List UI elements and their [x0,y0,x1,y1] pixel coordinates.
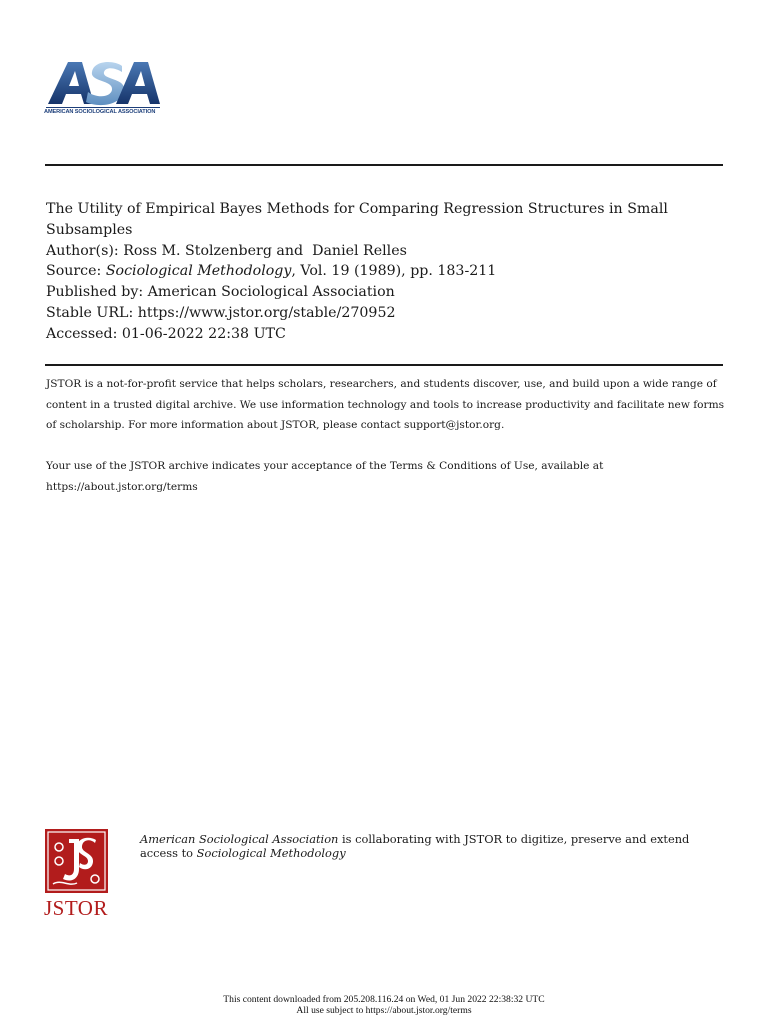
collaboration-statement [140,833,700,860]
collab-text: is collaborating with JSTOR to digitize, preserve and extend access to [140,832,690,860]
stable-url-link[interactable]: https://www.jstor.org/stable/270952 [137,304,396,321]
authors-value: Ross M. Stolzenberg and Daniel Relles [123,242,407,259]
publisher-label: Published by: [46,284,144,301]
asa-logo [44,58,164,120]
collab-organization: American Sociological Association [140,832,339,846]
authors-line [46,241,726,262]
authors-label: Author(s): [46,242,119,259]
journal-name: Sociological Methodology [105,263,292,280]
footer-download-info: This content downloaded from 205.208.116.24 on Wed, 01 Jun 2022 22:38:32 UTC [223,994,545,1005]
jstor-terms-text: Your use of the JSTOR archive indicates your acceptance of the Terms & Conditions of Use, available at https://about.jstor.org/terms [46,460,604,493]
accessed-value: 01-06-2022 22:38 UTC [121,325,286,342]
publisher-value: American Sociological Association [147,284,395,301]
accessed-line [46,324,726,345]
jstor-wordmark: JSTOR [44,896,108,920]
source-label: Source: [46,263,102,280]
footer-terms: All use subject to https://about.jstor.org/terms [296,1005,472,1016]
stable-url-line [46,303,726,324]
jstor-notice [46,374,726,497]
download-footer [0,994,768,1016]
jstor-emblem-icon [45,829,108,893]
source-detail: , Vol. 19 (1989), pp. 183-211 [291,263,497,280]
source-line [46,261,726,282]
top-divider [45,164,723,166]
asa-organization-text: AMERICAN SOCIOLOGICAL ASSOCIATION [44,109,156,115]
citation-block [46,199,726,345]
article-title: The Utility of Empirical Bayes Methods for Comparing Regression Structures in Small Subsamples [46,201,668,238]
accessed-label: Accessed: [46,325,118,342]
collab-journal: Sociological Methodology [196,845,346,860]
stable-url-label: Stable URL: [46,304,134,321]
jstor-mission-text: JSTOR is a not-for-profit service that helps scholars, researchers, and students discover, use, and build upon a wide range of content in a trusted digital archive. We use information technology and tools to increase productivity and facilitate new forms of scholarship. For more information about JSTOR, please contact support@jstor.org. [46,378,725,431]
middle-divider [45,364,723,366]
publisher-line [46,282,726,303]
